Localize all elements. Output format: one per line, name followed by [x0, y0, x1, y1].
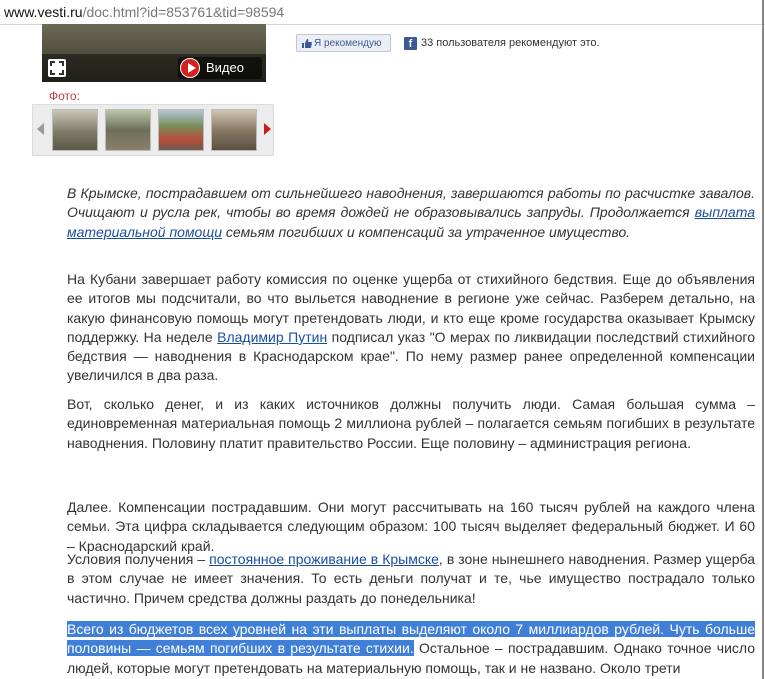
photo-label: Фото:	[49, 89, 80, 103]
thumbs-up-icon	[301, 38, 312, 56]
facebook-icon: f	[404, 37, 417, 50]
link-vladimir-putin[interactable]: Владимир Путин	[217, 328, 328, 345]
gallery-thumbnail[interactable]	[105, 109, 151, 151]
selected-text: Всего из бюджетов всех уровней на эти выплаты выделяют около 7 миллиардов рублей. Чуть больше половины — семьям погибших в результате стихии.	[67, 621, 755, 657]
link-residence-krymsk[interactable]: постоянное проживание в Крымске	[209, 551, 439, 567]
url-domain: www.vesti.ru	[4, 4, 83, 20]
link-material-aid[interactable]: выплата материальной помощи	[67, 204, 755, 240]
paragraph	[67, 620, 755, 678]
window-edge	[762, 0, 764, 679]
recommend-label: Я рекомендую	[314, 38, 382, 49]
gallery-prev-icon[interactable]	[37, 123, 44, 135]
paragraph-text: На Кубани завершает работу комиссия по оценке ущерба от стихийного бедствия. Еще до объявления ее итогов мы подсчитали, во что выльется наводнение в регионе уже сейчас. Разберем детально, на какую финансовую помощь могут претендовать люди, и кто еще кроме государства оказывает Крымску поддержку. На неделе	[67, 271, 755, 345]
gallery-thumbnail[interactable]	[211, 109, 257, 151]
url-path: /doc.html?id=853761&tid=98594	[82, 4, 285, 20]
paragraph	[67, 270, 755, 386]
paragraph: Далее. Компенсации пострадавшим. Они могут рассчитывать на 160 тысяч рублей на каждого члена семьи. Эта цифра складывается следующим образом: 100 тысяч выделяет федеральный бюджет. И 60 – Краснодарский край.	[67, 499, 755, 554]
paragraph-text: Условия получения –	[67, 551, 210, 567]
paragraph	[67, 550, 755, 608]
gallery-next-icon[interactable]	[264, 123, 271, 135]
paragraph-text: Остальное – пострадавшим. Однако точное число людей, которые могут претендовать на материальную помощь, так и не названо. Около трети	[67, 640, 755, 676]
video-player[interactable]	[42, 24, 266, 82]
recommend-button[interactable]	[296, 34, 391, 52]
paragraph-text: , в зоне нынешнего наводнения. Размер ущерба в этом случае не имеет значения. То есть деньги получат и те, чье имущество пострадало только частично. Причем средства должны раздать до понедельника!	[67, 551, 755, 606]
video-button-label: Видео	[206, 60, 244, 75]
photo-gallery	[32, 104, 274, 156]
paragraph-text: подписал указ "О мерах по ликвидации последствий стихийного бедствия — наводнения в Краснодарском крае". По нему размер ранее определенной компенсации увеличился в два раза.	[67, 328, 756, 384]
video-button[interactable]	[178, 57, 262, 79]
gallery-thumbnail[interactable]	[52, 109, 98, 151]
address-bar[interactable]	[0, 0, 765, 25]
recommend-count: 33 пользователя рекомендуют это.	[421, 37, 600, 49]
article-lead	[67, 184, 755, 242]
play-icon	[180, 58, 200, 78]
fullscreen-icon[interactable]	[48, 59, 66, 77]
gallery-thumbnail[interactable]	[158, 109, 204, 151]
lead-text: В Крымске, пострадавшем от сильнейшего наводнения, завершаются работы по расчистке завалов. Очищают и русла рек, чтобы во время дождей не образовывались запруды. Продолжается	[67, 185, 755, 221]
lead-text: семьям погибших и компенсаций за утраченное имущество.	[222, 223, 631, 240]
paragraph: Вот, сколько денег, и из каких источников должны получить люди. Самая большая сумма – единовременная материальная помощь 2 миллиона рублей – полагается семьям погибших в результате наводнения. Половину платит правительство России. Еще половину – администрация региона.	[67, 396, 755, 451]
